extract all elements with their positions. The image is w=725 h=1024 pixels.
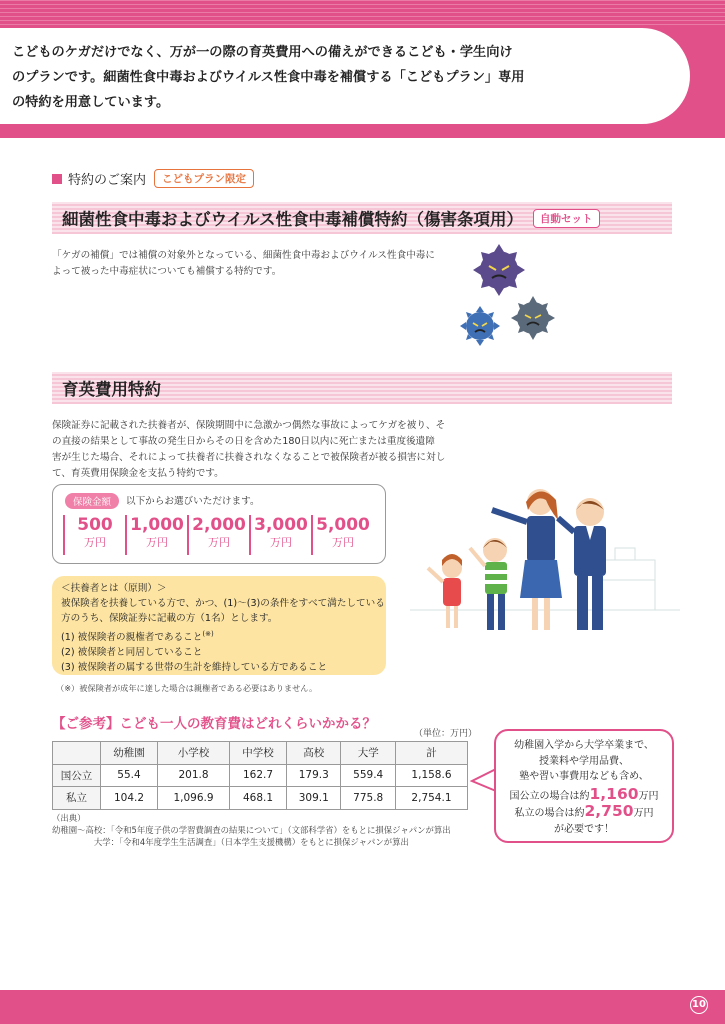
table-cell: 2,754.1	[395, 787, 467, 810]
table-header-row	[53, 742, 468, 765]
page-number: 10	[690, 996, 708, 1014]
public-cost-value: 1,160	[589, 784, 639, 803]
amount-value: 3,000	[254, 515, 308, 535]
top-stripe	[0, 0, 725, 28]
amount-unit: 万円	[270, 536, 292, 549]
germs-illustration	[455, 240, 565, 350]
bubble-closing: が必要です！	[554, 823, 614, 835]
table-cell: 309.1	[287, 787, 341, 810]
note-line: ＜扶養者とは（原則）＞	[61, 583, 167, 594]
amount-box	[52, 484, 386, 564]
amount-options	[63, 515, 373, 555]
amount-value: 500	[77, 515, 113, 535]
public-unit: 万円	[638, 790, 659, 802]
bubble-line: 塾や習い事費用なども含め、	[519, 771, 649, 782]
note-line: 方のうち、保険証券に記載の方（1名）とします。	[61, 613, 278, 625]
table-row	[53, 764, 468, 787]
table-cell: 1,096.9	[157, 787, 229, 810]
table-cell: 55.4	[101, 764, 158, 787]
tokuyaku-heading	[52, 169, 254, 188]
amount-unit: 万円	[208, 536, 230, 549]
amount-option	[187, 515, 249, 555]
germ-icon	[511, 296, 555, 340]
table-cell: 179.3	[287, 764, 341, 787]
row-label: 国公立	[53, 764, 101, 787]
source-note: （出典） 幼稚園～高校：「令和5年度子供の学習費調査の結果について」（文部科学省）をもとに損保ジャパンが算出 大学：「令和4年度学生生活調査」（日本学生支援機構）をもとに損保ジャパンが算出	[52, 813, 451, 847]
auto-set-tag: 自動セット	[533, 209, 600, 228]
ikuei-heading	[52, 372, 672, 404]
amount-option	[63, 515, 125, 555]
dependent-definition-note	[52, 576, 386, 675]
private-cost-value: 2,750	[584, 802, 634, 820]
amount-option	[249, 515, 311, 555]
amount-unit: 万円	[84, 536, 106, 549]
cost-summary-bubble	[494, 729, 674, 843]
amount-caption: 以下からお選びいただけます。	[126, 496, 260, 507]
amount-option	[125, 515, 187, 555]
table-header: 幼稚園	[101, 742, 158, 765]
amount-option	[311, 515, 373, 555]
row-label: 私立	[53, 787, 101, 810]
food-poisoning-heading	[52, 202, 672, 234]
boy-figure-icon	[470, 538, 507, 630]
table-header: 大学	[341, 742, 395, 765]
private-unit: 万円	[633, 808, 654, 819]
amount-unit: 万円	[332, 536, 354, 549]
ikuei-title: 育英費用特約	[62, 380, 161, 399]
square-bullet-icon	[52, 174, 62, 184]
kodomo-plan-tag: こどもプラン限定	[154, 169, 254, 188]
germ-icon	[473, 244, 525, 296]
note-line-with-mark	[61, 627, 386, 645]
footnote: （※）被保険者が成年に達した場合は親権者である必要はありません。	[56, 683, 318, 693]
bottom-band	[0, 990, 725, 1024]
table-cell: 468.1	[230, 787, 287, 810]
amount-tag: 保険金額	[65, 493, 119, 509]
private-prefix: 私立の場合は約	[514, 808, 585, 819]
germ-icon	[460, 306, 500, 346]
table-cell: 162.7	[230, 764, 287, 787]
note-line: 被保険者を扶養している方で、かつ、(1)～(3)の条件をすべて満たしている	[61, 598, 385, 610]
family-illustration	[410, 480, 680, 650]
table-header: 高校	[287, 742, 341, 765]
table-cell: 201.8	[157, 764, 229, 787]
bubble-line: 授業料や学用品費、	[539, 755, 629, 767]
girl-figure-icon	[428, 554, 462, 628]
amount-value: 2,000	[192, 515, 246, 535]
note-line: (3) 被保険者の属する世帯の生計を維持している方であること	[61, 662, 328, 674]
food-poisoning-title: 細菌性食中毒およびウイルス性食中毒補償特約（傷害条項用）	[62, 210, 524, 229]
education-cost-table	[52, 741, 468, 810]
note-mark: (※)	[202, 629, 214, 638]
ikuei-text: 保険証券に記載された扶養者が、保険期間中に急激かつ偶然な事故によってケガを被り、そ の直接の結果として事故の発生日からその日を含めた180日以内に死亡または重度後遺障 害が生じた場合、それによって扶養者に扶養されなくなることで被保険者が被る損害に対し て、育英費用保険金を支払う特約です。	[52, 420, 446, 479]
tokuyaku-label: 特約のご案内	[68, 173, 147, 188]
table-header: 小学校	[157, 742, 229, 765]
table-header: 中学校	[230, 742, 287, 765]
table-header: 計	[395, 742, 467, 765]
intro-box	[0, 28, 690, 124]
amount-value: 5,000	[316, 515, 370, 535]
amount-value: 1,000	[130, 515, 184, 535]
private-cost-line	[496, 804, 672, 822]
table-header	[53, 742, 101, 765]
reference-title: 【ご参考】こども一人の教育費はどれくらいかかる？	[52, 716, 376, 732]
note-line: (1) 被保険者の親権者であること	[61, 631, 203, 643]
unit-note: （単位：万円）	[414, 729, 478, 739]
public-prefix: 国公立の場合は約	[509, 790, 590, 802]
table-cell: 775.8	[341, 787, 395, 810]
table-cell: 559.4	[341, 764, 395, 787]
intro-text: こどものケガだけでなく、万が一の際の育英費用への備えができるこども・学生向け のプランです。細菌性食中毒およびウイルス性食中毒を補償する「こどもプラン」専用 の特約を用意しています。	[12, 45, 525, 110]
table-cell: 104.2	[101, 787, 158, 810]
note-line: (2) 被保険者と同居していること	[61, 647, 203, 658]
table-row	[53, 787, 468, 810]
amount-unit: 万円	[146, 536, 168, 549]
table-cell: 1,158.6	[395, 764, 467, 787]
bubble-line: 幼稚園入学から大学卒業まで、	[514, 740, 654, 751]
food-poisoning-text: 「ケガの補償」では補償の対象外となっている、細菌性食中毒およびウイルス性食中毒に よって被った中毒症状についても補償する特約です。	[52, 250, 435, 277]
